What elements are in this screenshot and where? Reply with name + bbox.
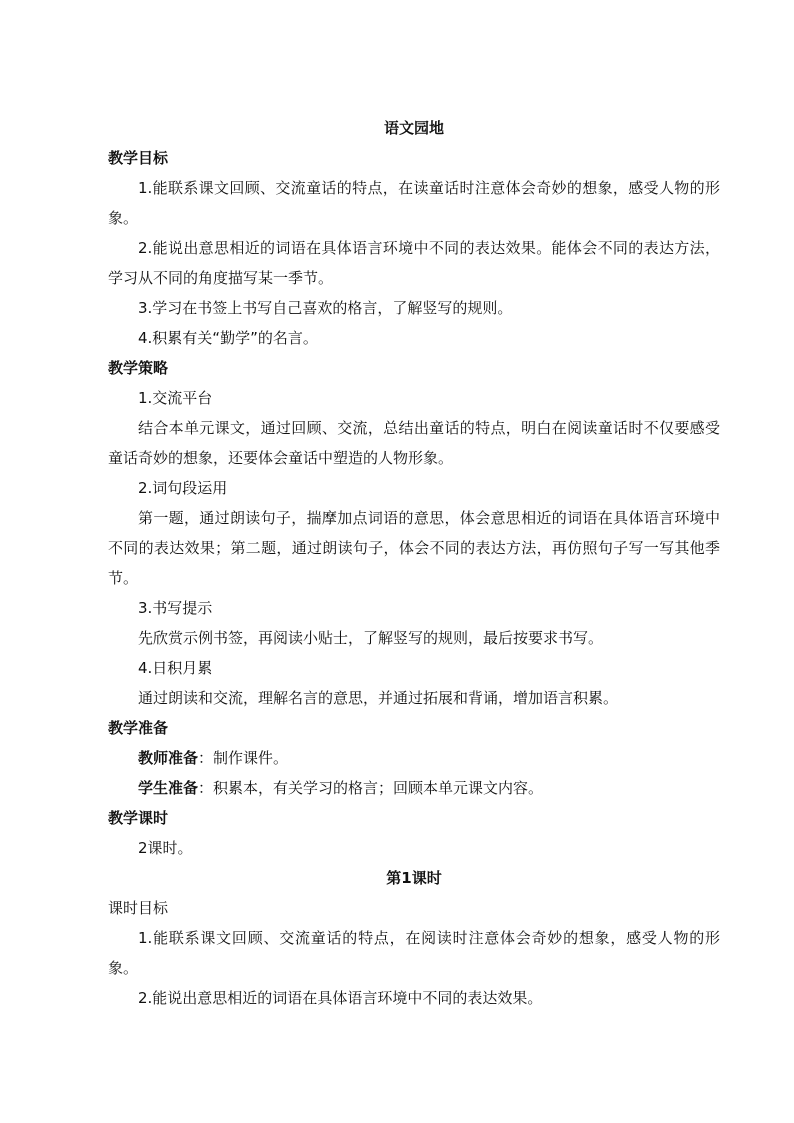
lesson-1-goal-1: 1.能联系课文回顾、交流童话的特点，在阅读时注意体会奇妙的想象，感受人物的形象。 — [108, 929, 720, 977]
goal-item-2: 2.能说出意思相近的词语在具体语言环境中不同的表达效果。能体会不同的表达方法，学习从不同的角度描写某一季节。 — [108, 239, 720, 287]
section-heading-teaching-preparation: 教学准备 — [108, 719, 169, 737]
strategy-text-2: 第一题，通过朗读句子，揣摩加点词语的意思，体会意思相近的词语在具体语言环境中不同的表达效果；第二题，通过朗读句子，体会不同的表达方法，再仿照句子写一写其他季节。 — [108, 509, 720, 587]
strategy-title-4: 4.日积月累 — [138, 659, 213, 677]
teacher-preparation — [108, 743, 720, 773]
section-heading-teaching-goals: 教学目标 — [108, 149, 169, 167]
section-heading-teaching-strategy: 教学策略 — [108, 359, 169, 377]
strategy-title-3: 3.书写提示 — [138, 599, 213, 617]
strategy-text-1: 结合本单元课文，通过回顾、交流，总结出童话的特点，明白在阅读童话时不仅要感受童话奇妙的想象，还要体会童话中塑造的人物形象。 — [108, 419, 720, 467]
goal-item-4: 4.积累有关“勤学”的名言。 — [138, 329, 318, 347]
document-title: 语文园地 — [383, 119, 444, 137]
teacher-preparation-label: 教师准备 — [138, 749, 199, 767]
student-preparation-text: ：积累本，有关学习的格言；回顾本单元课文内容。 — [198, 779, 544, 797]
section-heading-teaching-periods: 教学课时 — [108, 809, 169, 827]
lesson-1-goal-2: 2.能说出意思相近的词语在具体语言环境中不同的表达效果。 — [138, 989, 543, 1007]
lesson-1-subheading: 课时目标 — [108, 899, 169, 917]
goal-item-1: 1.能联系课文回顾、交流童话的特点，在读童话时注意体会奇妙的想象，感受人物的形象。 — [108, 179, 720, 227]
strategy-text-3: 先欣赏示例书签，再阅读小贴士，了解竖写的规则，最后按要求书写。 — [138, 629, 604, 647]
goal-item-3: 3.学习在书签上书写自己喜欢的格言，了解竖写的规则。 — [138, 299, 513, 317]
strategy-title-2: 2.词句段运用 — [138, 479, 228, 497]
strategy-title-1: 1.交流平台 — [138, 389, 213, 407]
lesson-1-title: 第1课时 — [386, 869, 442, 887]
teaching-periods-text: 2课时。 — [138, 839, 193, 857]
strategy-text-4: 通过朗读和交流，理解名言的意思，并通过拓展和背诵，增加语言积累。 — [138, 689, 619, 707]
document-content — [108, 113, 720, 1013]
student-preparation-label: 学生准备 — [138, 779, 199, 797]
student-preparation — [108, 773, 720, 803]
teacher-preparation-text: ：制作课件。 — [198, 749, 289, 767]
